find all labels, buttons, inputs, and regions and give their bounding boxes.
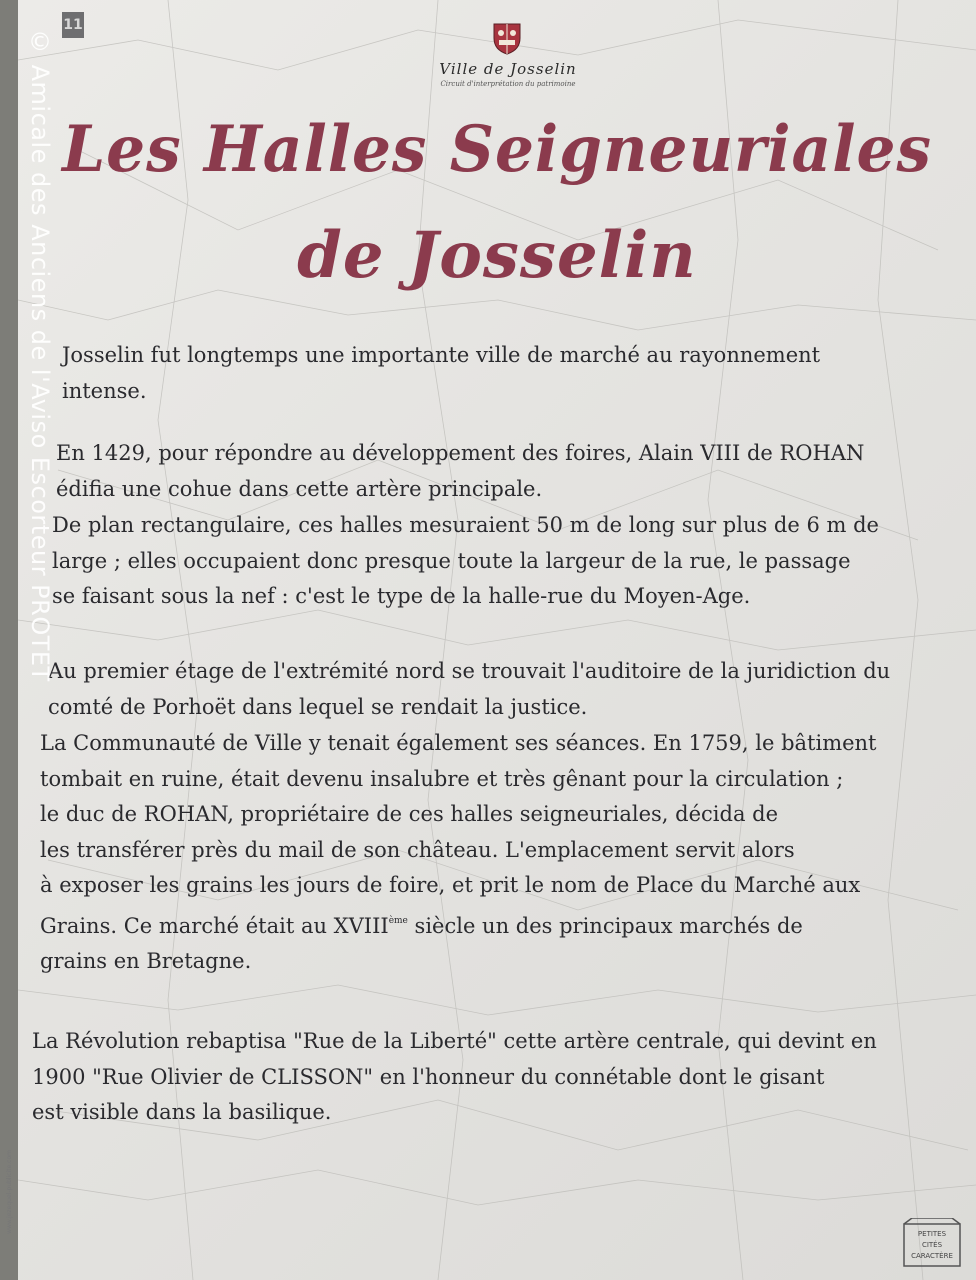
text-line: En 1429, pour répondre au développement des foires, Alain VIII de ROHAN — [56, 441, 865, 465]
text-line: à exposer les grains les jours de foire, et prit le nom de Place du Marché aux — [40, 873, 861, 897]
text-line: se faisant sous la nef : c'est le type de la halle-rue du Moyen-Age. — [52, 584, 751, 608]
text-line: le duc de ROHAN, propriétaire de ces halles seigneuriales, décida de — [40, 802, 779, 826]
text-line: intense. — [62, 378, 147, 403]
paragraph-intro — [62, 338, 938, 409]
paragraph-revolution — [32, 1024, 948, 1131]
sign-panel — [18, 0, 976, 1280]
text-line: comté de Porhoët dans lequel se rendait la justice. — [48, 694, 588, 719]
text-line: grains en Bretagne. — [40, 949, 252, 973]
text-line — [40, 904, 948, 945]
sign-title-line-1: Les Halles Seigneuriales — [62, 112, 932, 187]
town-subtitle: Circuit d'interprétation du patrimoine — [440, 80, 576, 88]
logo-line: CITÉS — [921, 1241, 943, 1249]
text-line: La Communauté de Ville y tenait également ses séances. En 1759, le bâtiment — [40, 731, 877, 755]
petites-cites-de-caractere-logo — [902, 1218, 964, 1270]
text-line: Josselin fut longtemps une importante ville de marché au rayonnement — [62, 343, 821, 367]
text-line: Au premier étage de l'extrémité nord se trouvait l'auditoire de la juridiction du — [48, 659, 891, 683]
text-line: édifia une cohue dans cette artère principale. — [56, 476, 543, 501]
circuit-stop-badge: 11 — [62, 12, 84, 38]
paragraph-plan — [52, 508, 944, 615]
text-line: tombait en ruine, était devenu insalubre et très gênant pour la circulation ; — [40, 766, 844, 791]
logo-line: PETITES — [917, 1230, 947, 1238]
printer-url: www.jezequel-publicite.com — [6, 1150, 13, 1234]
town-crest-icon — [490, 20, 524, 56]
text-line: est visible dans la basilique. — [32, 1100, 332, 1124]
superscript: ème — [388, 915, 408, 926]
paragraph-1759 — [40, 726, 948, 980]
logo-line: CARACTÈRE — [911, 1252, 953, 1260]
sign-title-line-2: de Josselin — [297, 218, 697, 293]
text-line: De plan rectangulaire, ces halles mesuraient 50 m de long sur plus de 6 m de — [52, 513, 879, 537]
text-fragment: Grains. Ce marché était au XVIII — [40, 913, 389, 938]
town-name: Ville de Josselin — [439, 60, 577, 78]
copyright-watermark: © Amicale des Anciens de l'Aviso Escorteur PROTET — [26, 28, 54, 682]
text-line: La Révolution rebaptisa "Rue de la Liberté" cette artère centrale, qui devint en — [32, 1029, 877, 1053]
text-line: large ; elles occupaient donc presque toute la largeur de la rue, le passage — [52, 548, 851, 573]
paragraph-auditoire — [48, 654, 948, 725]
text-line: 1900 "Rue Olivier de CLISSON" en l'honneur du connétable dont le gisant — [32, 1064, 825, 1089]
paragraph-1429 — [56, 436, 944, 507]
text-line: les transférer près du mail de son château. L'emplacement servit alors — [40, 837, 795, 862]
text-fragment: siècle un des principaux marchés de — [407, 913, 803, 938]
